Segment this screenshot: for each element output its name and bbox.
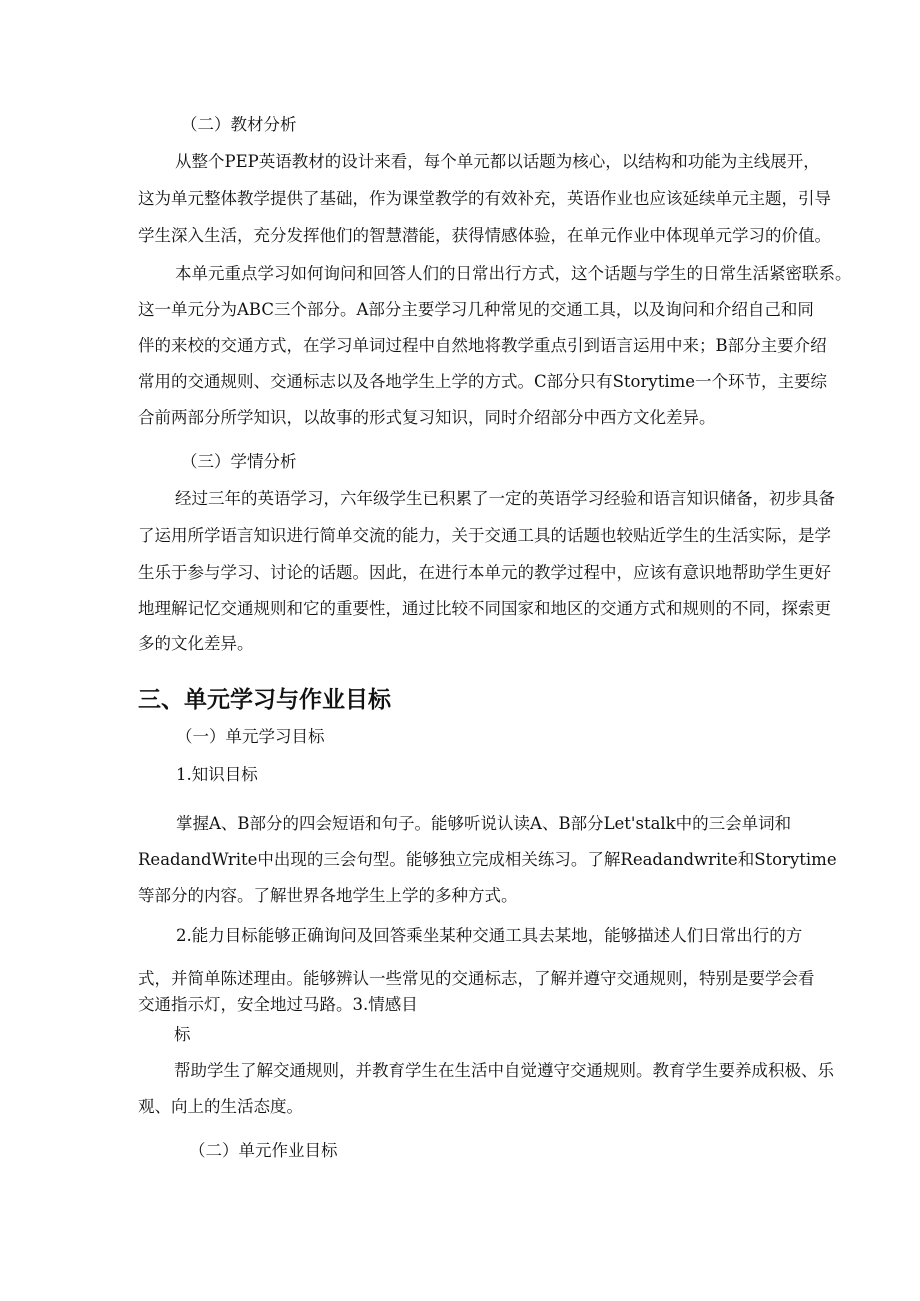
paragraph-line: 标 xyxy=(174,1025,191,1044)
paragraph-line: 伴的来校的交通方式，在学习单词过程中自然地将教学重点引到语言运用中来；B部分主要介绍 xyxy=(138,336,827,355)
paragraph-line: 等部分的内容。了解世界各地学生上学的多种方式。 xyxy=(138,886,518,905)
paragraph-line: 帮助学生了解交通规则，并教育学生在生活中自觉遵守交通规则。教育学生要养成积极、乐 xyxy=(174,1061,834,1080)
paragraph-line: 这为单元整体教学提供了基础，作为课堂教学的有效补充，英语作业也应该延续单元主题，引导 xyxy=(138,189,831,208)
paragraph-line: 掌握A、B部分的四会短语和句子。能够听说认读A、B部分Let'stalk中的三会单词和 xyxy=(176,814,792,833)
paragraph-line: 多的文化差异。 xyxy=(138,634,254,653)
paragraph-line: 交通指示灯，安全地过马路。3.情感目 xyxy=(138,995,418,1014)
section-heading-textbook-analysis: （二）教材分析 xyxy=(181,115,297,134)
paragraph-line: 学生深入生活，充分发挥他们的智慧潜能，获得情感体验，在单元作业中体现单元学习的价值。 xyxy=(138,226,831,245)
paragraph-line: ReadandWrite中出现的三会句型。能够独立完成相关练习。了解Readandwrite和Storytime xyxy=(138,850,837,869)
paragraph-line: 观、向上的生活态度。 xyxy=(138,1097,303,1116)
subsection-heading-homework-goals: （二）单元作业目标 xyxy=(189,1141,338,1160)
paragraph-line: 地理解记忆交通规则和它的重要性，通过比较不同国家和地区的交通方式和规则的不同，探索更 xyxy=(138,599,831,618)
paragraph-line: 式，并简单陈述理由。能够辨认一些常见的交通标志，了解并遵守交通规则，特别是要学会看 xyxy=(138,969,815,988)
paragraph-line: 经过三年的英语学习，六年级学生已积累了一定的英语学习经验和语言知识储备，初步具备 xyxy=(175,489,835,508)
paragraph-line: 了运用所学语言知识进行简单交流的能力，关于交通工具的话题也较贴近学生的生活实际，是学 xyxy=(138,526,831,545)
paragraph-line: 生乐于参与学习、讨论的话题。因此，在进行本单元的教学过程中，应该有意识地帮助学生更好 xyxy=(138,563,831,582)
paragraph-line: 2.能力目标能够正确询问及回答乘坐某种交通工具去某地，能够描述人们日常出行的方 xyxy=(176,926,803,945)
paragraph-line: 本单元重点学习如何询问和回答人们的日常出行方式，这个话题与学生的日常生活紧密联系。 xyxy=(175,264,852,283)
paragraph-line: 合前两部分所学知识，以故事的形式复习知识，同时介绍部分中西方文化差异。 xyxy=(138,408,716,427)
chapter-title: 三、单元学习与作业目标 xyxy=(138,687,391,713)
subsection-heading-learning-goals: （一）单元学习目标 xyxy=(176,727,325,746)
section-heading-learner-analysis: （三）学情分析 xyxy=(181,452,297,471)
item-heading-knowledge-goals: 1.知识目标 xyxy=(176,765,258,784)
paragraph-line: 常用的交通规则、交通标志以及各地学生上学的方式。C部分只有Storytime一个环节，主要综 xyxy=(138,372,828,391)
paragraph-line: 这一单元分为ABC三个部分。A部分主要学习几种常见的交通工具，以及询问和介绍自己和同 xyxy=(138,300,814,319)
paragraph-line: 从整个PEP英语教材的设计来看，每个单元都以话题为核心，以结构和功能为主线展开， xyxy=(175,152,820,171)
